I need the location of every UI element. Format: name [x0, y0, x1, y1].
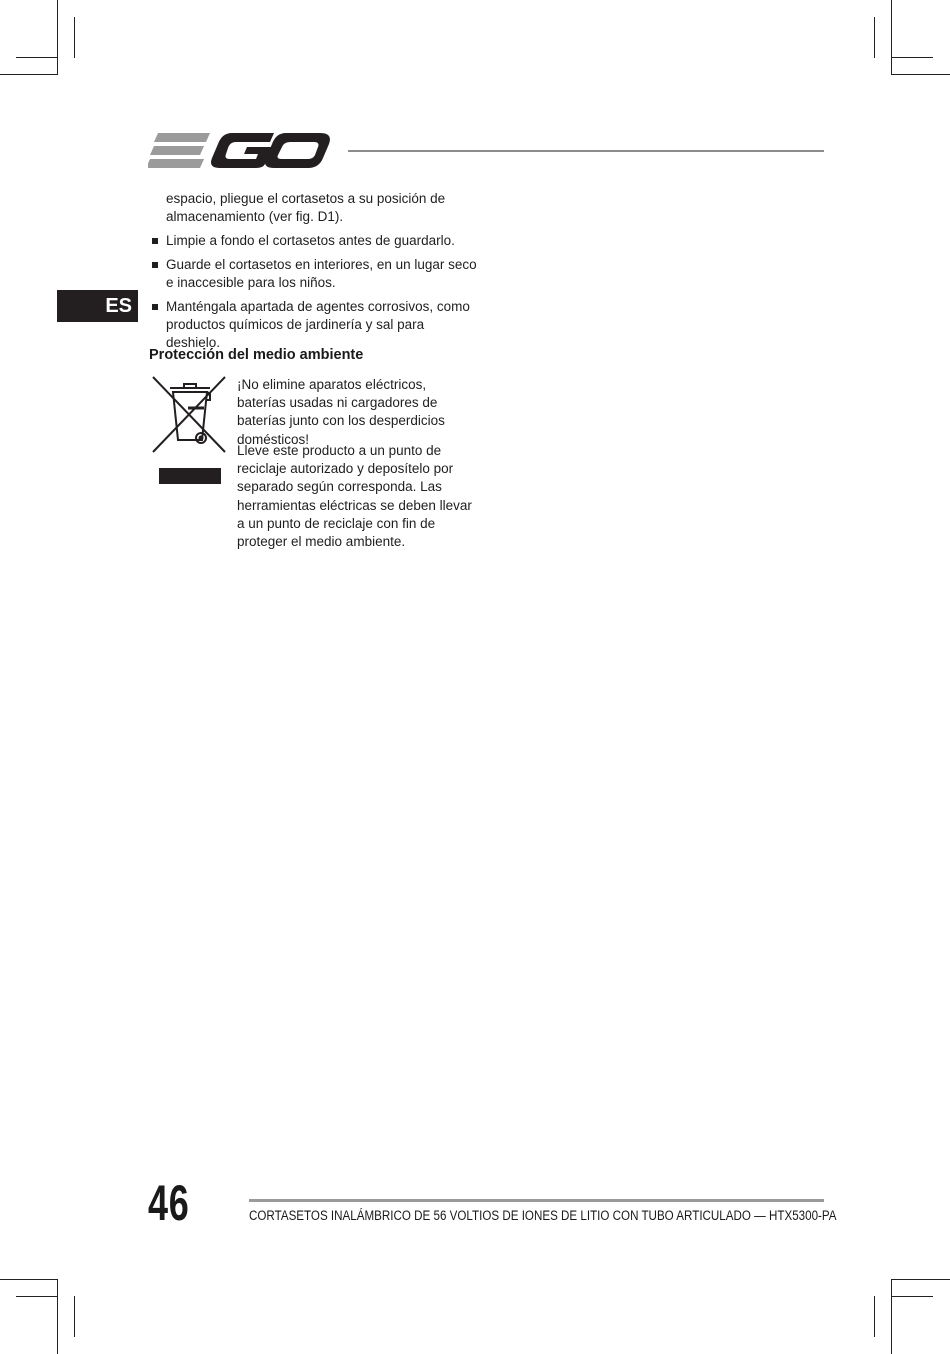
- header-rule: [348, 150, 824, 152]
- crop-mark: [57, 0, 58, 75]
- list-item-text: Manténgala apartada de agentes corrosivos, como productos químicos de jardinería y sal para deshielo.: [166, 299, 470, 351]
- crop-mark: [874, 1296, 875, 1337]
- crop-mark: [891, 1279, 892, 1354]
- crop-mark: [74, 17, 75, 58]
- language-tab: ES: [57, 290, 138, 322]
- environment-paragraph: ¡No elimine aparatos eléctricos, baterías usadas ni cargadores de baterías junto con los desperdicios domésticos!: [237, 377, 445, 447]
- crop-mark: [16, 57, 58, 58]
- crop-mark: [891, 0, 892, 75]
- crop-mark: [16, 1296, 58, 1297]
- crop-mark: [891, 1279, 950, 1280]
- crop-mark: [0, 1279, 58, 1280]
- crop-mark: [74, 1296, 75, 1337]
- crop-mark: [891, 1296, 933, 1297]
- bullet-square-icon: [152, 238, 158, 244]
- list-item-text: Guarde el cortasetos en interiores, en un lugar seco e inaccesible para los niños.: [166, 257, 477, 291]
- continuation-paragraph: espacio, pliegue el cortasetos a su posición de almacenamiento (ver fig. D1).: [166, 191, 446, 225]
- list-item-text: Limpie a fondo el cortasetos antes de guardarlo.: [166, 233, 455, 248]
- crop-mark: [891, 74, 950, 75]
- footer-rule: [249, 1199, 824, 1202]
- crop-mark: [874, 17, 875, 58]
- crop-mark: [891, 57, 933, 58]
- environment-paragraph: Lleve este producto a un punto de reciclaje autorizado y deposítelo por separado según corresponda. Las herramientas eléctricas se deben llevar a un punto de reciclaje con fin de proteger el medio ambiente.: [237, 443, 472, 550]
- section-heading: Protección del medio ambiente: [149, 347, 364, 363]
- weee-crossed-bin-icon: [151, 374, 229, 486]
- bullet-square-icon: [152, 304, 158, 310]
- footer-title: CORTASETOS INALÁMBRICO DE 56 VOLTIOS DE IONES DE LITIO CON TUBO ARTICULADO — HTX5300-PA: [249, 1208, 837, 1223]
- ego-logo: [148, 128, 332, 172]
- bullet-square-icon: [152, 262, 158, 268]
- crop-mark: [0, 74, 58, 75]
- crop-mark: [57, 1279, 58, 1354]
- page-number: 46: [148, 1175, 190, 1231]
